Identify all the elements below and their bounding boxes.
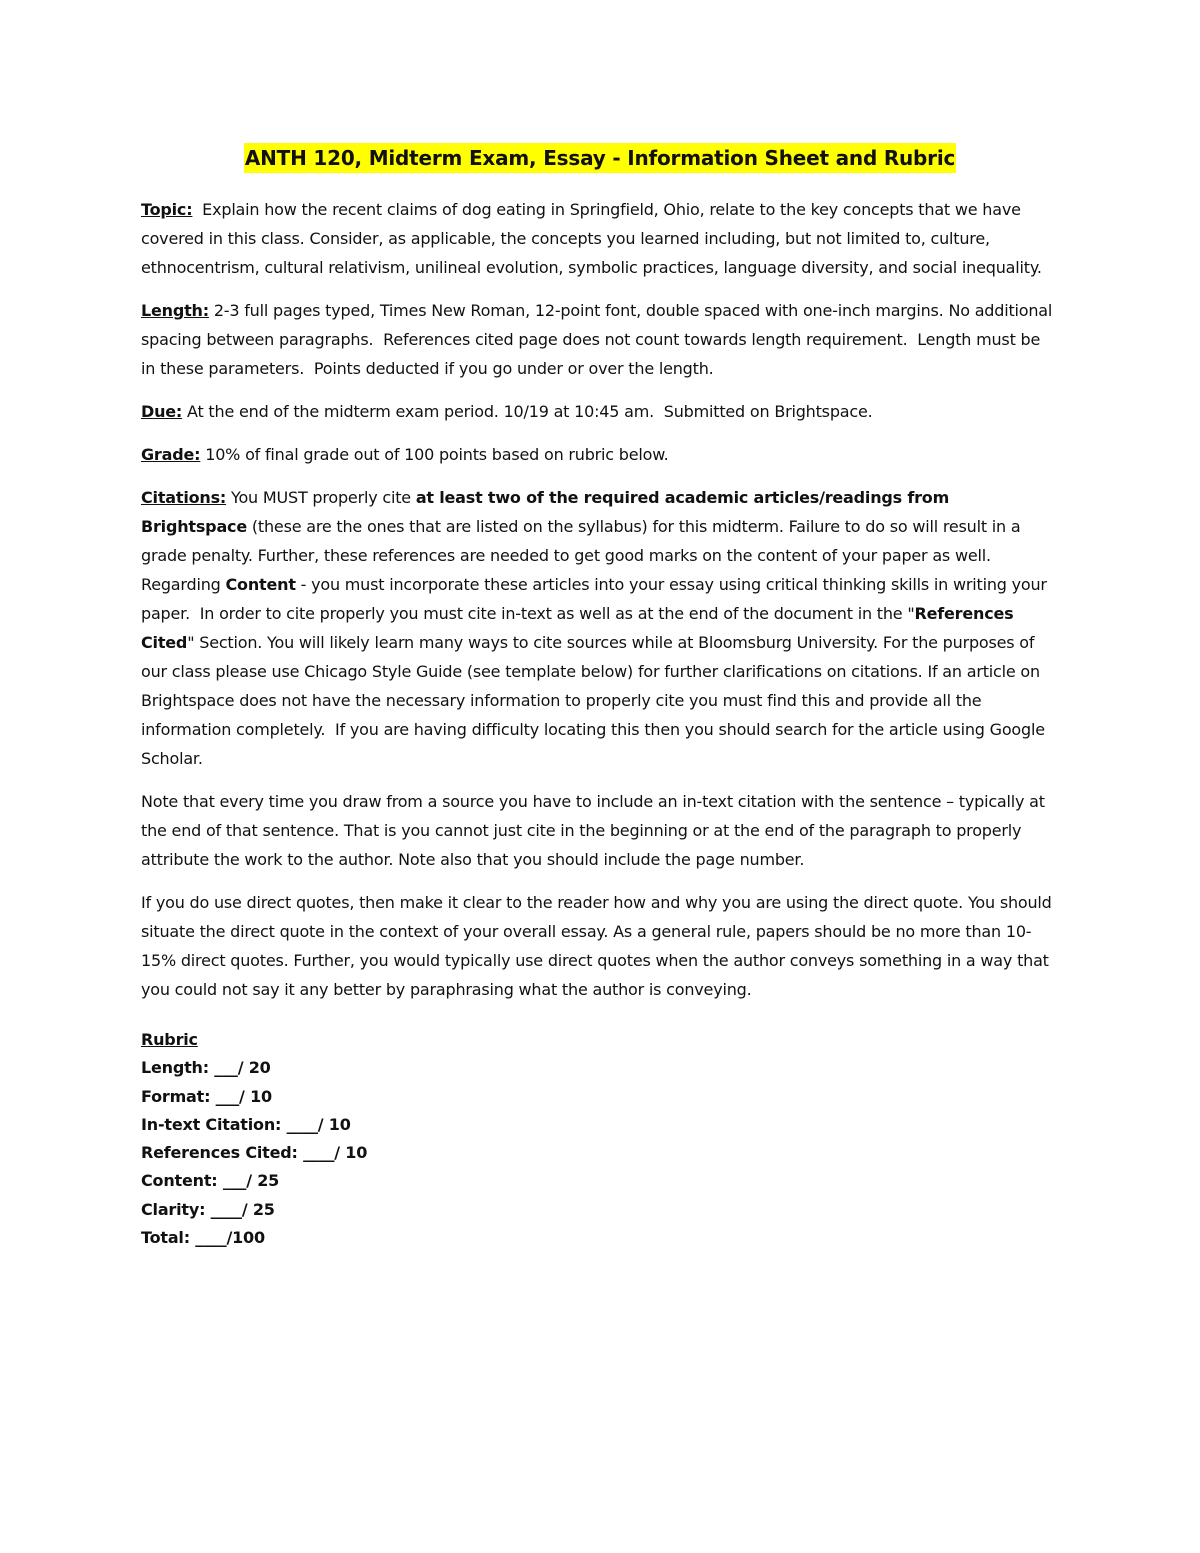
citations-content-term: Content bbox=[225, 575, 296, 594]
topic-label: Topic: bbox=[141, 200, 193, 219]
rubric-item-in-text-citation: In-text Citation: ____/ 10 bbox=[141, 1114, 351, 1134]
rubric-heading: Rubric bbox=[141, 1030, 198, 1049]
length-label: Length: bbox=[141, 301, 209, 320]
rubric-item-references-cited: References Cited: ____/ 10 bbox=[141, 1143, 368, 1163]
citations-text-1: You MUST properly cite bbox=[226, 488, 416, 507]
rubric-item-content: Content: ___/ 25 bbox=[141, 1171, 280, 1191]
note-paragraph: Note that every time you draw from a source you have to include an in-text citation with the sentence – typically at the end of that sentence. That is you cannot just cite in the beginning or at the end of the paragraph to properly attribute the work to the author. Note also that you should include the page number. bbox=[141, 792, 1045, 869]
rubric-section bbox=[141, 1026, 1059, 1252]
due-label: Due: bbox=[141, 402, 183, 421]
rubric-item-format: Format: ___/ 10 bbox=[141, 1086, 272, 1106]
topic-text: Explain how the recent claims of dog eating in Springfield, Ohio, relate to the key concepts that we have covered in this class. Consider, as applicable, the concepts you learned including, but not limited to, culture, ethnocentrism, cultural relativism, unilineal evolution, symbolic practices, language diversity, and social inequality. bbox=[141, 200, 1042, 277]
citations-paragraph bbox=[141, 483, 1059, 773]
grade-paragraph bbox=[141, 440, 1059, 469]
citations-required-readings: at least two of the required academic articles/readings from Brightspace bbox=[141, 488, 950, 536]
due-paragraph bbox=[141, 397, 1059, 426]
grade-text: 10% of final grade out of 100 points based on rubric below. bbox=[200, 445, 669, 464]
due-text: At the end of the midterm exam period. 10/19 at 10:45 am. Submitted on Brightspace. bbox=[182, 402, 873, 421]
citations-text-3: - you must incorporate these articles into your essay using critical thinking skills in writing your paper. In order to cite properly you must cite in-text as well as at the end of the document in the " bbox=[141, 575, 1052, 623]
citations-text-4: " Section. You will likely learn many ways to cite sources while at Bloomsburg University. For the purposes of our class please use Chicago Style Guide (see template below) for further clarifications on citations. If an article on Brightspace does not have the necessary information to properly cite you must find this and provide all the information completely. If you are having difficulty locating this then you should search for the article using Google Scholar. bbox=[141, 633, 1050, 768]
rubric-item-length: Length: ___/ 20 bbox=[141, 1058, 271, 1078]
rubric-item-total: Total: ____/100 bbox=[141, 1228, 265, 1248]
quotes-paragraph: If you do use direct quotes, then make it clear to the reader how and why you are using the direct quote. You should situate the direct quote in the context of your overall essay. As a general rule, papers should be no more than 10-15% direct quotes. Further, you would typically use direct quotes when the author conveys something in a way that you could not say it any better by paraphrasing what the author is conveying. bbox=[141, 893, 1052, 999]
topic-paragraph bbox=[141, 195, 1059, 282]
length-paragraph bbox=[141, 296, 1059, 383]
document-page bbox=[141, 143, 1059, 1252]
grade-label: Grade: bbox=[141, 445, 201, 464]
citations-references-cited-term: References Cited bbox=[141, 604, 1014, 652]
citations-text-2: (these are the ones that are listed on the syllabus) for this midterm. Failure to do so will result in a grade penalty. Further, these references are needed to get good marks on the content of your paper as well. Regarding bbox=[141, 517, 1026, 594]
citations-label: Citations: bbox=[141, 488, 227, 507]
length-text: 2-3 full pages typed, Times New Roman, 12-point font, double spaced with one-inch margins. No additional spacing between paragraphs. References cited page does not count towards length requirement. Length must be in these parameters. Points deducted if you go under or over the length. bbox=[141, 301, 1058, 378]
document-title: ANTH 120, Midterm Exam, Essay - Information Sheet and Rubric bbox=[244, 143, 956, 173]
rubric-item-clarity: Clarity: ____/ 25 bbox=[141, 1199, 275, 1219]
